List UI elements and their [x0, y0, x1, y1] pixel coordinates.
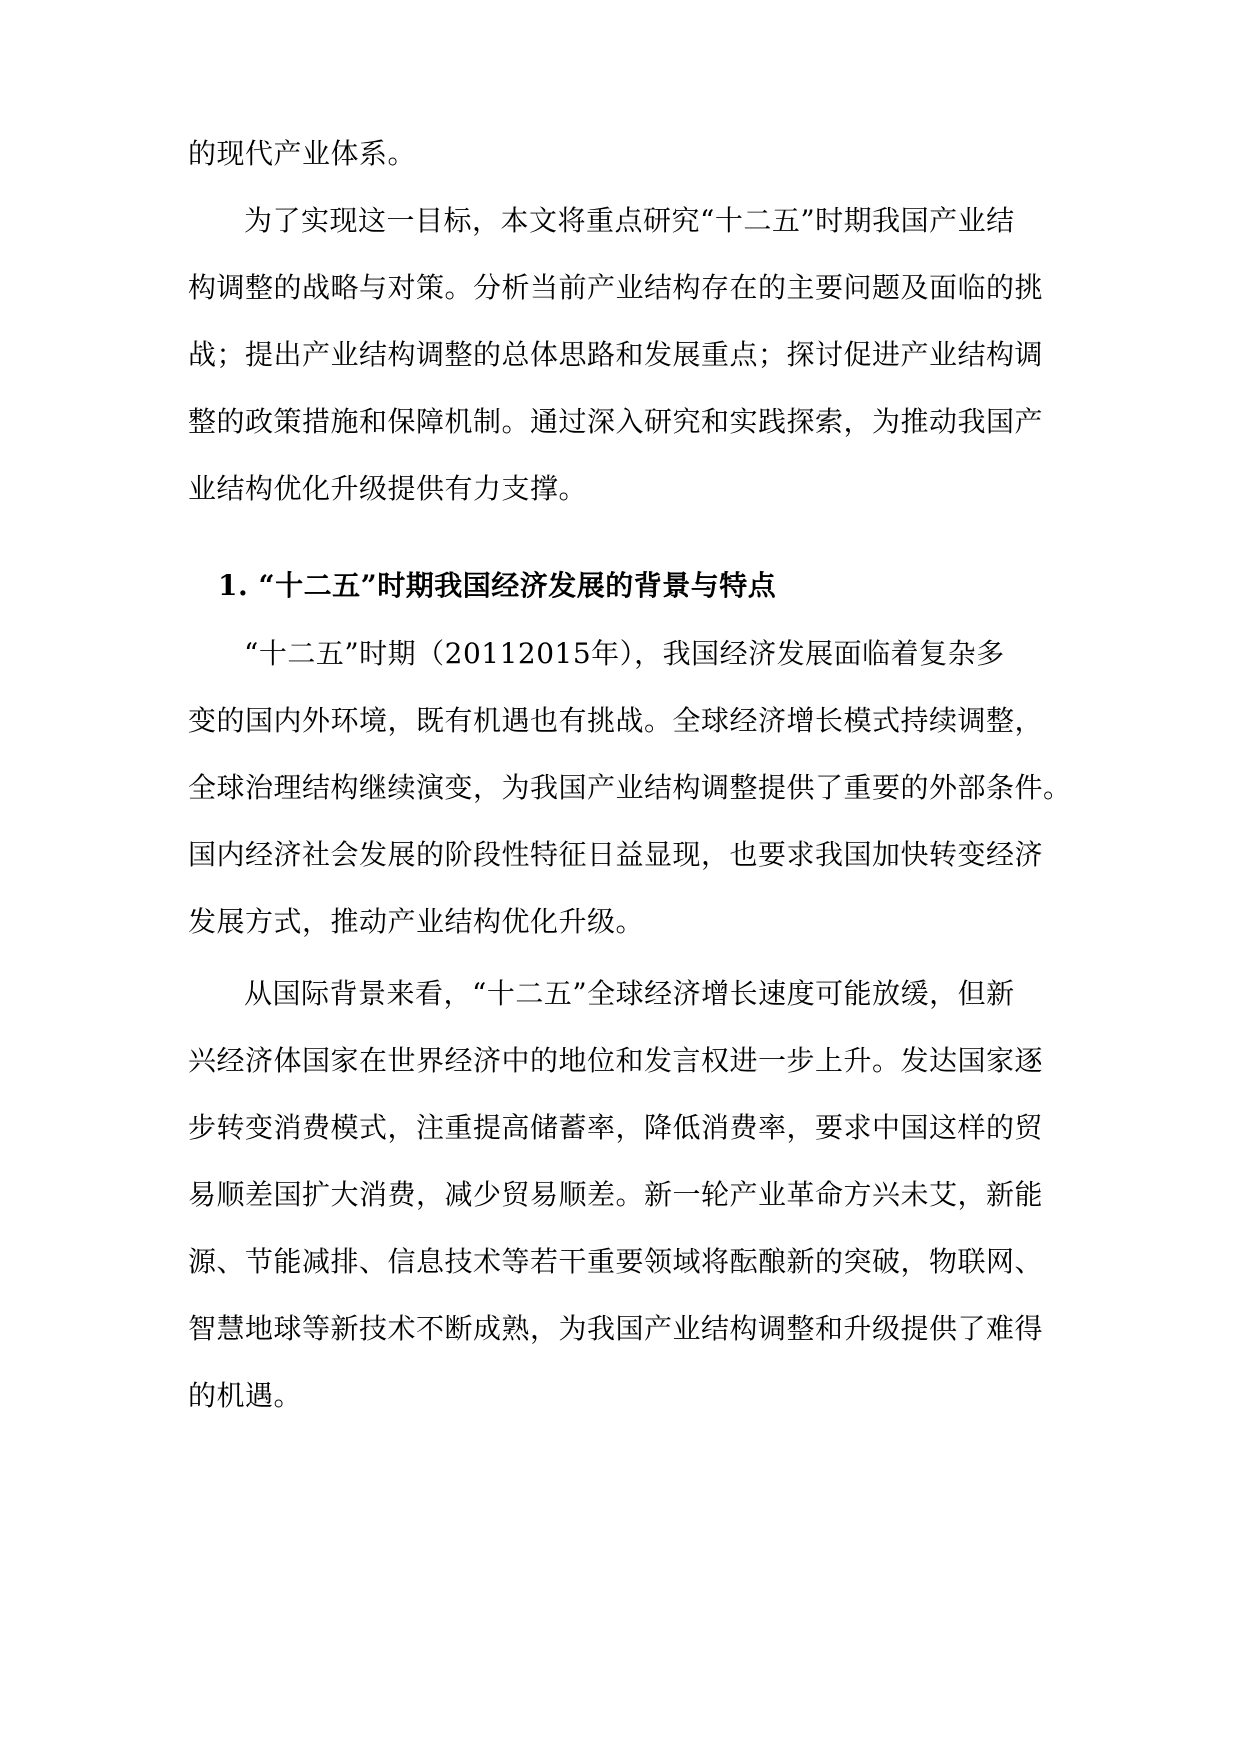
- paragraph-line: 步转变消费模式，注重提高储蓄率，降低消费率，要求中国这样的贸: [188, 1111, 1044, 1144]
- paragraph-line: “十二五”时期（20112015年），我国经济发展面临着复杂多: [244, 637, 1005, 670]
- paragraph-line: 的现代产业体系。: [188, 137, 417, 170]
- paragraph-line: 业结构优化升级提供有力支撑。: [188, 472, 588, 505]
- paragraph-line: 战；提出产业结构调整的总体思路和发展重点；探讨促进产业结构调: [188, 338, 1044, 371]
- paragraph-line: 整的政策措施和保障机制。通过深入研究和实践探索，为推动我国产: [188, 405, 1044, 438]
- paragraph-line: 智慧地球等新技术不断成熟，为我国产业结构调整和升级提供了难得: [188, 1312, 1044, 1345]
- section-heading: 1. “十二五”时期我国经济发展的背景与特点: [218, 569, 777, 602]
- paragraph-line: 从国际背景来看，“十二五”全球经济增长速度可能放缓，但新: [244, 977, 1015, 1010]
- paragraph-line: 为了实现这一目标，本文将重点研究“十二五”时期我国产业结: [244, 204, 1015, 237]
- paragraph-line: 变的国内外环境，既有机遇也有挑战。全球经济增长模式持续调整，: [188, 704, 1044, 737]
- paragraph-line: 全球治理结构继续演变，为我国产业结构调整提供了重要的外部条件。: [188, 771, 1072, 804]
- paragraph-line: 兴经济体国家在世界经济中的地位和发言权进一步上升。发达国家逐: [188, 1044, 1044, 1077]
- paragraph-line: 源、节能减排、信息技术等若干重要领域将酝酿新的突破，物联网、: [188, 1245, 1044, 1278]
- paragraph-line: 构调整的战略与对策。分析当前产业结构存在的主要问题及面临的挑: [188, 271, 1044, 304]
- paragraph-line: 国内经济社会发展的阶段性特征日益显现，也要求我国加快转变经济: [188, 838, 1044, 871]
- paragraph-line: 易顺差国扩大消费，减少贸易顺差。新一轮产业革命方兴未艾，新能: [188, 1178, 1044, 1211]
- paragraph-line: 的机遇。: [188, 1379, 303, 1412]
- paragraph-line: 发展方式，推动产业结构优化升级。: [188, 905, 645, 938]
